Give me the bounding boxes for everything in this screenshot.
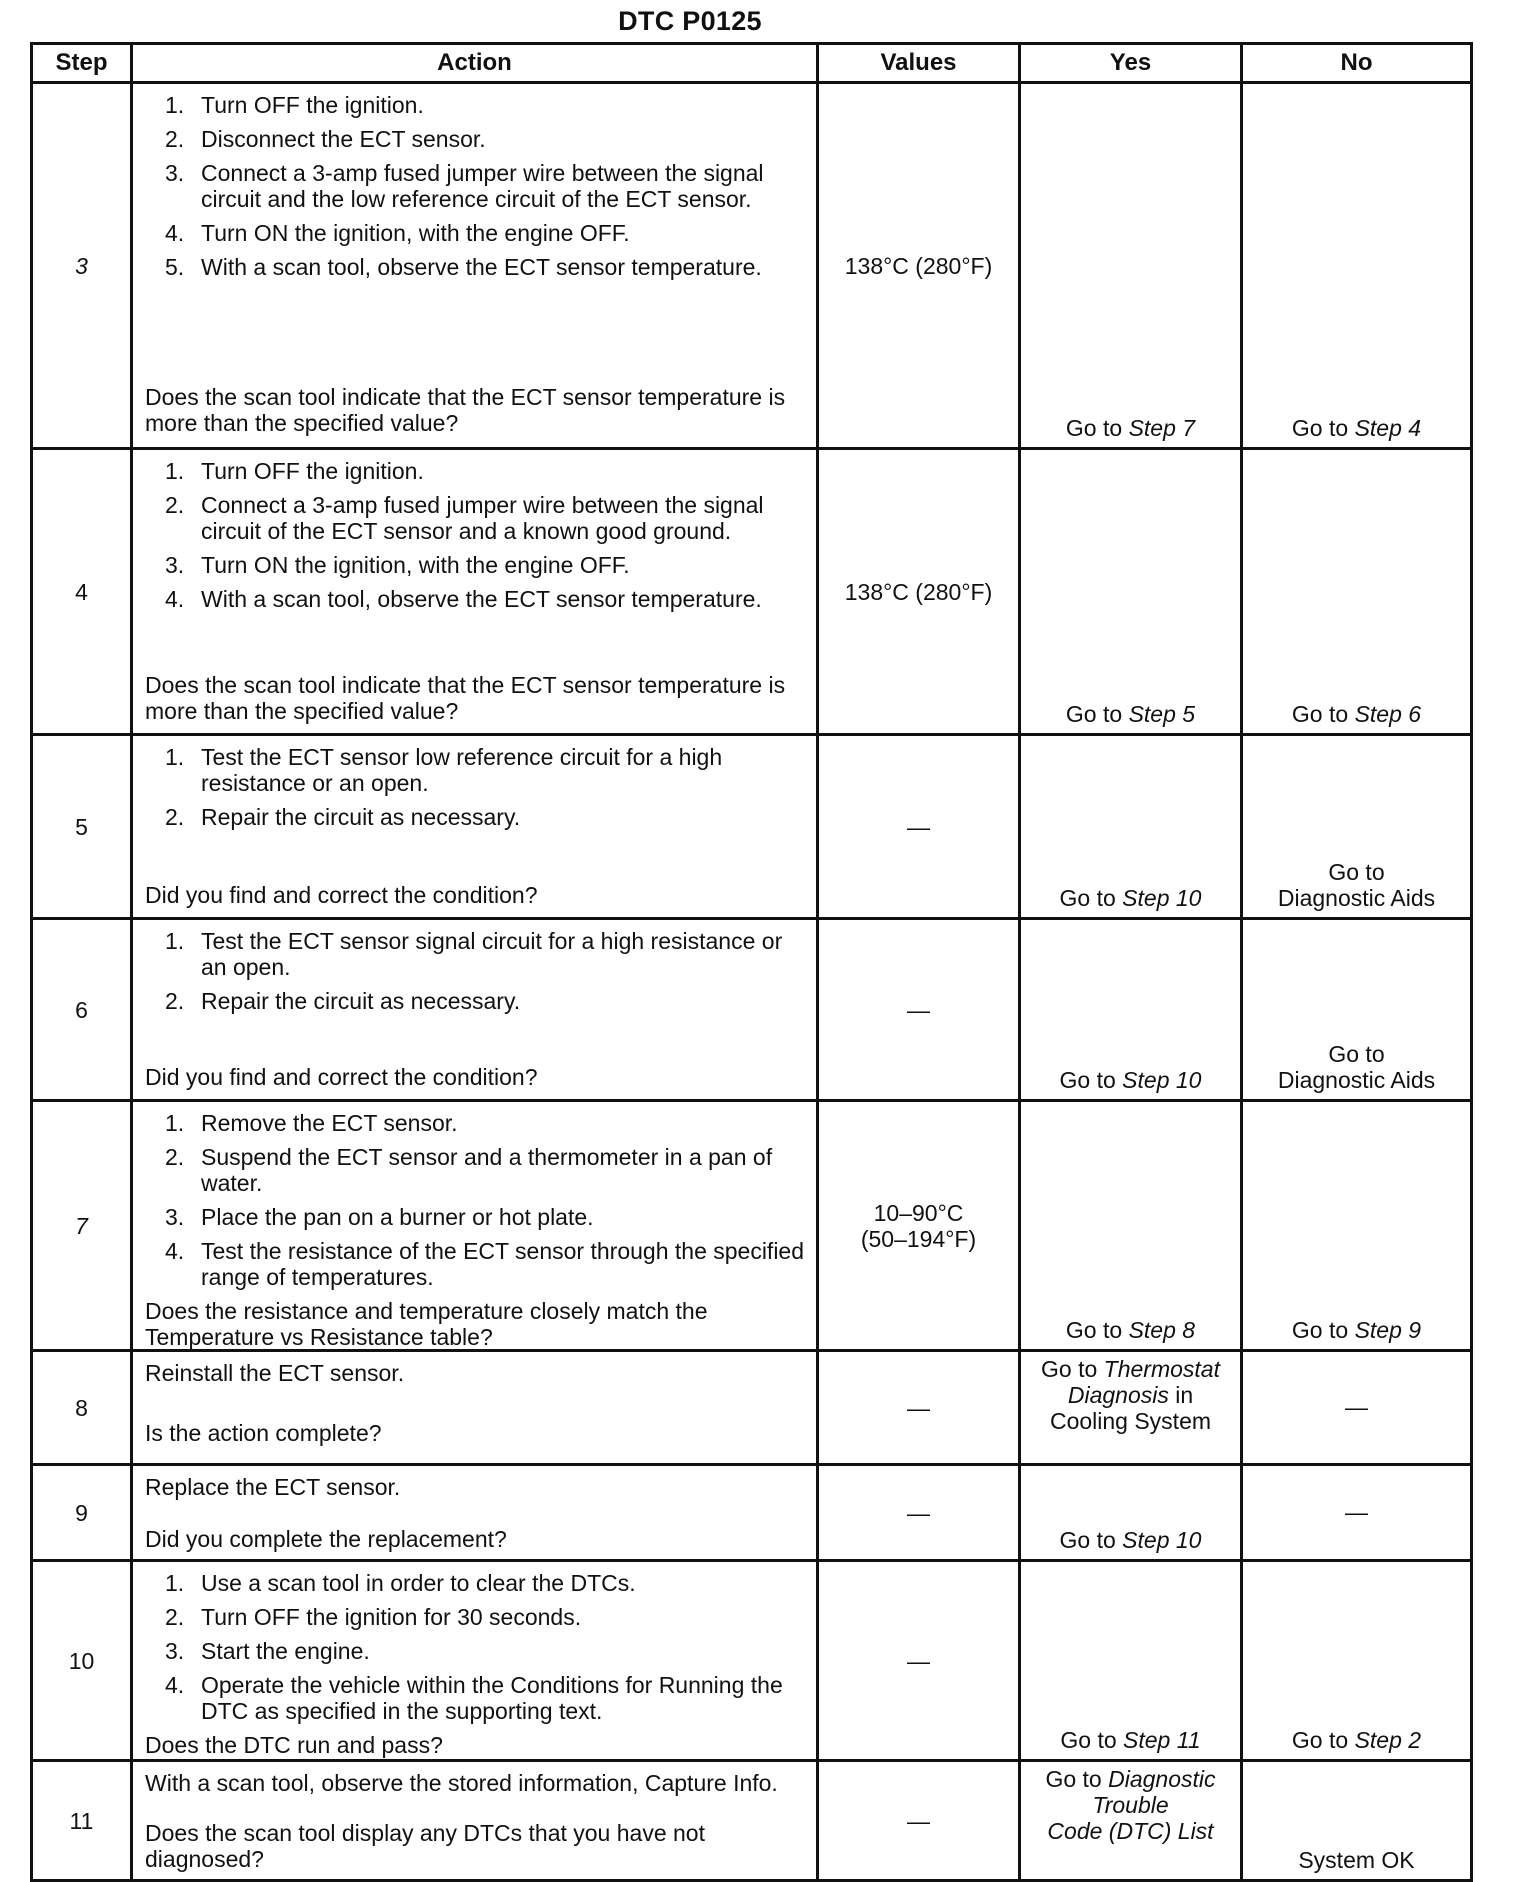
step-number: 10 <box>32 1561 132 1761</box>
action-text: Reinstall the ECT sensor. <box>145 1360 405 1386</box>
action-text: With a scan tool, observe the stored information, Capture Info. <box>145 1770 778 1796</box>
table-row <box>32 1351 1472 1465</box>
list-item: 5. With a scan tool, observe the ECT sensor temperature. <box>165 254 762 280</box>
value-cell: — <box>818 735 1020 919</box>
question-text: Does the DTC run and pass? <box>145 1732 443 1758</box>
table-row <box>32 83 1472 449</box>
question-text: Did you find and correct the condition? <box>145 1064 538 1090</box>
header-step: Step <box>32 44 132 83</box>
yes-cell: Go to Step 8 <box>1020 1101 1242 1351</box>
action-list <box>145 458 806 620</box>
value-cell: 138°C (280°F) <box>818 83 1020 449</box>
action-list <box>145 1570 806 1732</box>
table-row <box>32 1465 1472 1561</box>
list-item: 3. Turn ON the ignition, with the engine OFF. <box>165 552 630 578</box>
list-item: 2. Repair the circuit as necessary. <box>165 988 521 1014</box>
step-number: 6 <box>32 919 132 1101</box>
action-list <box>145 1110 806 1298</box>
no-cell: Go to Step 4 <box>1242 83 1472 449</box>
action-cell <box>132 919 818 1101</box>
question-text: Did you find and correct the condition? <box>145 882 538 908</box>
yes-cell: Go to Step 11 <box>1020 1561 1242 1761</box>
yes-cell: Go to Thermostat Diagnosis in Cooling System <box>1020 1351 1242 1465</box>
action-cell <box>132 1351 818 1465</box>
action-cell <box>132 1465 818 1561</box>
no-cell: Go to Step 9 <box>1242 1101 1472 1351</box>
question-text: Does the scan tool indicate that the ECT sensor temperature is more than the specified value? <box>145 384 786 436</box>
table-row <box>32 1101 1472 1351</box>
value-cell: — <box>818 1561 1020 1761</box>
value-cell: — <box>818 1465 1020 1561</box>
page-title: DTC P0125 <box>618 6 762 36</box>
question-text: Is the action complete? <box>145 1420 382 1446</box>
list-item: 1. Test the ECT sensor signal circuit for a high resistance or an open. <box>165 928 783 980</box>
table-row <box>32 449 1472 735</box>
no-cell: — <box>1242 1351 1472 1465</box>
header-values: Values <box>818 44 1020 83</box>
step-number: 5 <box>32 735 132 919</box>
no-cell: Go to Diagnostic Aids <box>1242 919 1472 1101</box>
list-item: 2. Repair the circuit as necessary. <box>165 804 521 830</box>
list-item: 2. Turn OFF the ignition for 30 seconds. <box>165 1604 582 1630</box>
action-cell <box>132 1761 818 1881</box>
question-text: Did you complete the replacement? <box>145 1526 507 1552</box>
list-item: 1. Remove the ECT sensor. <box>165 1110 458 1136</box>
yes-cell: Go to Step 7 <box>1020 83 1242 449</box>
step-number: 9 <box>32 1465 132 1561</box>
list-item: 1. Use a scan tool in order to clear the DTCs. <box>165 1570 636 1596</box>
action-cell <box>132 1561 818 1761</box>
value-cell: — <box>818 919 1020 1101</box>
list-item: 4. Test the resistance of the ECT sensor through the specified range of temperatures. <box>165 1238 805 1290</box>
diagnostic-table <box>30 42 1473 1882</box>
value-cell: — <box>818 1351 1020 1465</box>
header-no: No <box>1242 44 1472 83</box>
question-text: Does the scan tool indicate that the ECT sensor temperature is more than the specified value? <box>145 672 786 724</box>
no-cell: — <box>1242 1465 1472 1561</box>
list-item: 3. Place the pan on a burner or hot plate. <box>165 1204 594 1230</box>
no-cell: System OK <box>1242 1761 1472 1881</box>
step-number: 11 <box>32 1761 132 1881</box>
value-cell: — <box>818 1761 1020 1881</box>
yes-cell: Go to Diagnostic Trouble Code (DTC) List <box>1020 1761 1242 1881</box>
action-list <box>145 92 806 288</box>
list-item: 2. Disconnect the ECT sensor. <box>165 126 486 152</box>
question-text: Does the resistance and temperature closely match the Temperature vs Resistance table? <box>145 1298 708 1350</box>
yes-cell: Go to Step 10 <box>1020 919 1242 1101</box>
table-row <box>32 1761 1472 1881</box>
step-number: 7 <box>32 1101 132 1351</box>
table-row <box>32 735 1472 919</box>
yes-cell: Go to Step 10 <box>1020 735 1242 919</box>
list-item: 4. Operate the vehicle within the Conditions for Running the DTC as specified in the supporting text. <box>165 1672 783 1724</box>
list-item: 1. Test the ECT sensor low reference circuit for a high resistance or an open. <box>165 744 723 796</box>
list-item: 4. Turn ON the ignition, with the engine OFF. <box>165 220 630 246</box>
no-cell: Go to Diagnostic Aids <box>1242 735 1472 919</box>
step-number: 4 <box>32 449 132 735</box>
value-cell: 10–90°C (50–194°F) <box>818 1101 1020 1351</box>
question-text: Does the scan tool display any DTCs that you have not diagnosed? <box>145 1820 705 1872</box>
yes-cell: Go to Step 5 <box>1020 449 1242 735</box>
list-item: 3. Connect a 3-amp fused jumper wire between the signal circuit and the low reference circuit of the ECT sensor. <box>165 160 764 212</box>
step-number: 8 <box>32 1351 132 1465</box>
list-item: 1. Turn OFF the ignition. <box>165 458 424 484</box>
action-list <box>145 928 806 1022</box>
action-cell <box>132 83 818 449</box>
action-cell <box>132 449 818 735</box>
header-action: Action <box>132 44 818 83</box>
no-cell: Go to Step 2 <box>1242 1561 1472 1761</box>
list-item: 1. Turn OFF the ignition. <box>165 92 424 118</box>
list-item: 2. Suspend the ECT sensor and a thermometer in a pan of water. <box>165 1144 773 1196</box>
list-item: 2. Connect a 3-amp fused jumper wire between the signal circuit of the ECT sensor and a known good ground. <box>165 492 764 544</box>
header-yes: Yes <box>1020 44 1242 83</box>
table-row <box>32 919 1472 1101</box>
action-text: Replace the ECT sensor. <box>145 1474 401 1500</box>
step-number: 3 <box>32 83 132 449</box>
yes-cell: Go to Step 10 <box>1020 1465 1242 1561</box>
value-cell: 138°C (280°F) <box>818 449 1020 735</box>
action-cell <box>132 1101 818 1351</box>
action-list <box>145 744 806 838</box>
action-cell <box>132 735 818 919</box>
list-item: 3. Start the engine. <box>165 1638 370 1664</box>
header-row <box>32 44 1472 83</box>
table-row <box>32 1561 1472 1761</box>
list-item: 4. With a scan tool, observe the ECT sensor temperature. <box>165 586 762 612</box>
no-cell: Go to Step 6 <box>1242 449 1472 735</box>
